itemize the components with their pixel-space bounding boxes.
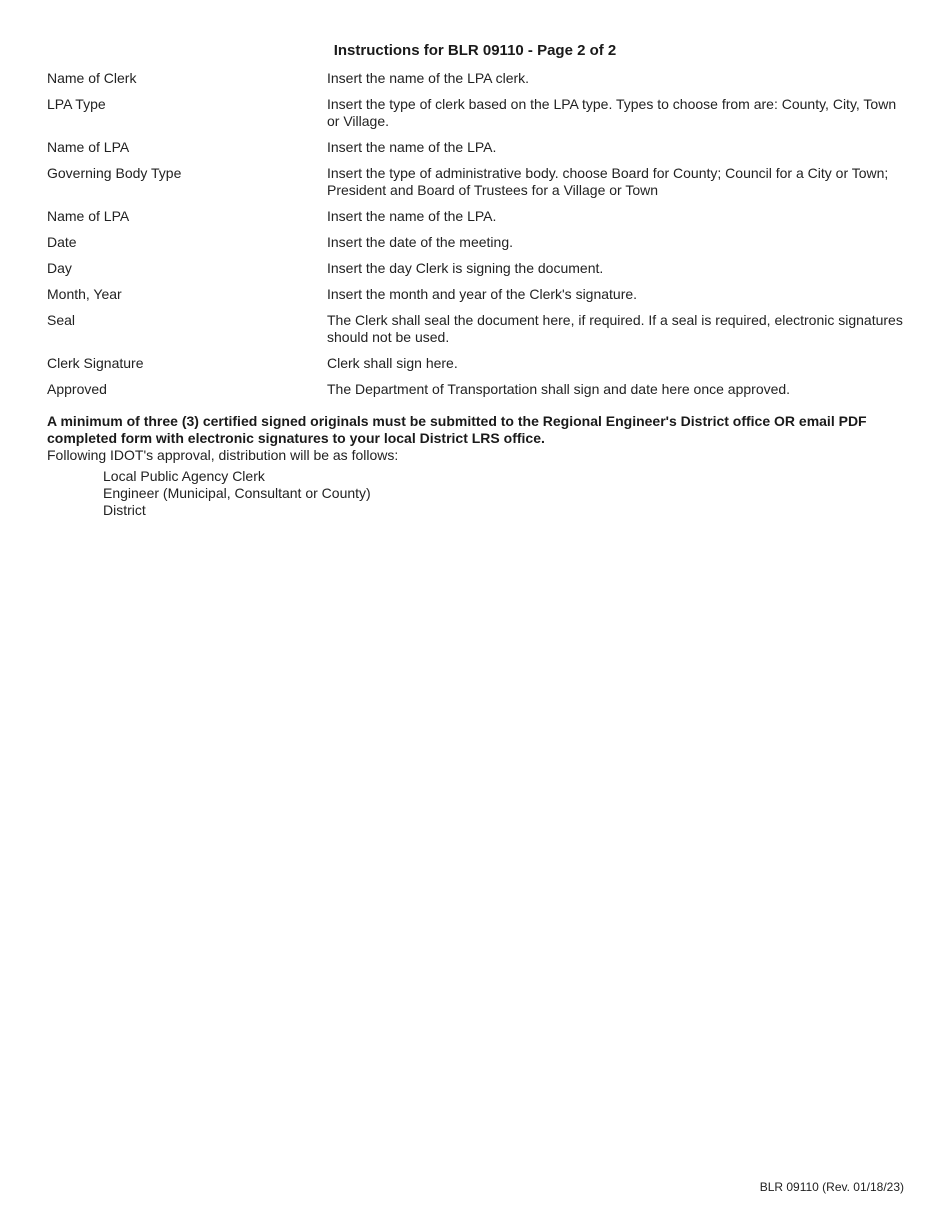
field-name: Name of LPA: [47, 208, 130, 224]
instruction-row: [47, 355, 907, 372]
instruction-row: [47, 70, 907, 87]
instruction-row: [47, 260, 907, 277]
field-description: Insert the type of clerk based on the LPA type. Types to choose from are: County, City, Town or Village.: [327, 96, 897, 129]
field-description: Insert the day Clerk is signing the document.: [327, 260, 604, 276]
field-name: Governing Body Type: [47, 165, 182, 181]
field-name: Name of LPA: [47, 139, 130, 155]
distribution-intro: Following IDOT's approval, distribution will be as follows:: [47, 447, 399, 463]
instruction-row: [47, 96, 907, 130]
field-description: Insert the name of the LPA.: [327, 139, 497, 155]
instruction-row: [47, 165, 907, 199]
page-title: Instructions for BLR 09110 - Page 2 of 2: [333, 42, 617, 59]
field-description: The Clerk shall seal the document here, if required. If a seal is required, electronic signatures should not be used.: [327, 312, 903, 345]
field-description: Insert the type of administrative body. choose Board for County; Council for a City or Town; President and Board of Trustees for a Village or Town: [327, 165, 889, 198]
field-description: Clerk shall sign here.: [327, 355, 458, 371]
list-item: Local Public Agency Clerk: [103, 468, 265, 484]
distribution-list: [103, 468, 907, 519]
field-description: Insert the name of the LPA clerk.: [327, 70, 530, 86]
submission-requirement: A minimum of three (3) certified signed originals must be submitted to the Regional Engineer's District office OR email PDF completed form with electronic signatures to your local District LRS office.: [47, 413, 867, 446]
field-name: Month, Year: [47, 286, 122, 302]
field-name: Day: [47, 260, 72, 276]
field-description: Insert the date of the meeting.: [327, 234, 514, 250]
instruction-row: [47, 208, 907, 225]
field-name: Seal: [47, 312, 76, 328]
instruction-row: [47, 286, 907, 303]
form-revision-footer: BLR 09110 (Rev. 01/18/23): [759, 1180, 904, 1194]
list-item: District: [103, 502, 146, 518]
instruction-row: [47, 139, 907, 156]
submission-notice: [47, 413, 907, 519]
instruction-row: [47, 381, 907, 398]
field-description: The Department of Transportation shall sign and date here once approved.: [327, 381, 791, 397]
instruction-row: [47, 312, 907, 346]
list-item: Engineer (Municipal, Consultant or County): [103, 485, 371, 501]
field-name: Date: [47, 234, 77, 250]
field-name: Name of Clerk: [47, 70, 137, 86]
field-name: Clerk Signature: [47, 355, 144, 371]
instruction-row: [47, 234, 907, 251]
field-name: Approved: [47, 381, 107, 397]
instructions-table: [47, 70, 907, 407]
field-name: LPA Type: [47, 96, 106, 112]
field-description: Insert the name of the LPA.: [327, 208, 497, 224]
field-description: Insert the month and year of the Clerk's signature.: [327, 286, 638, 302]
